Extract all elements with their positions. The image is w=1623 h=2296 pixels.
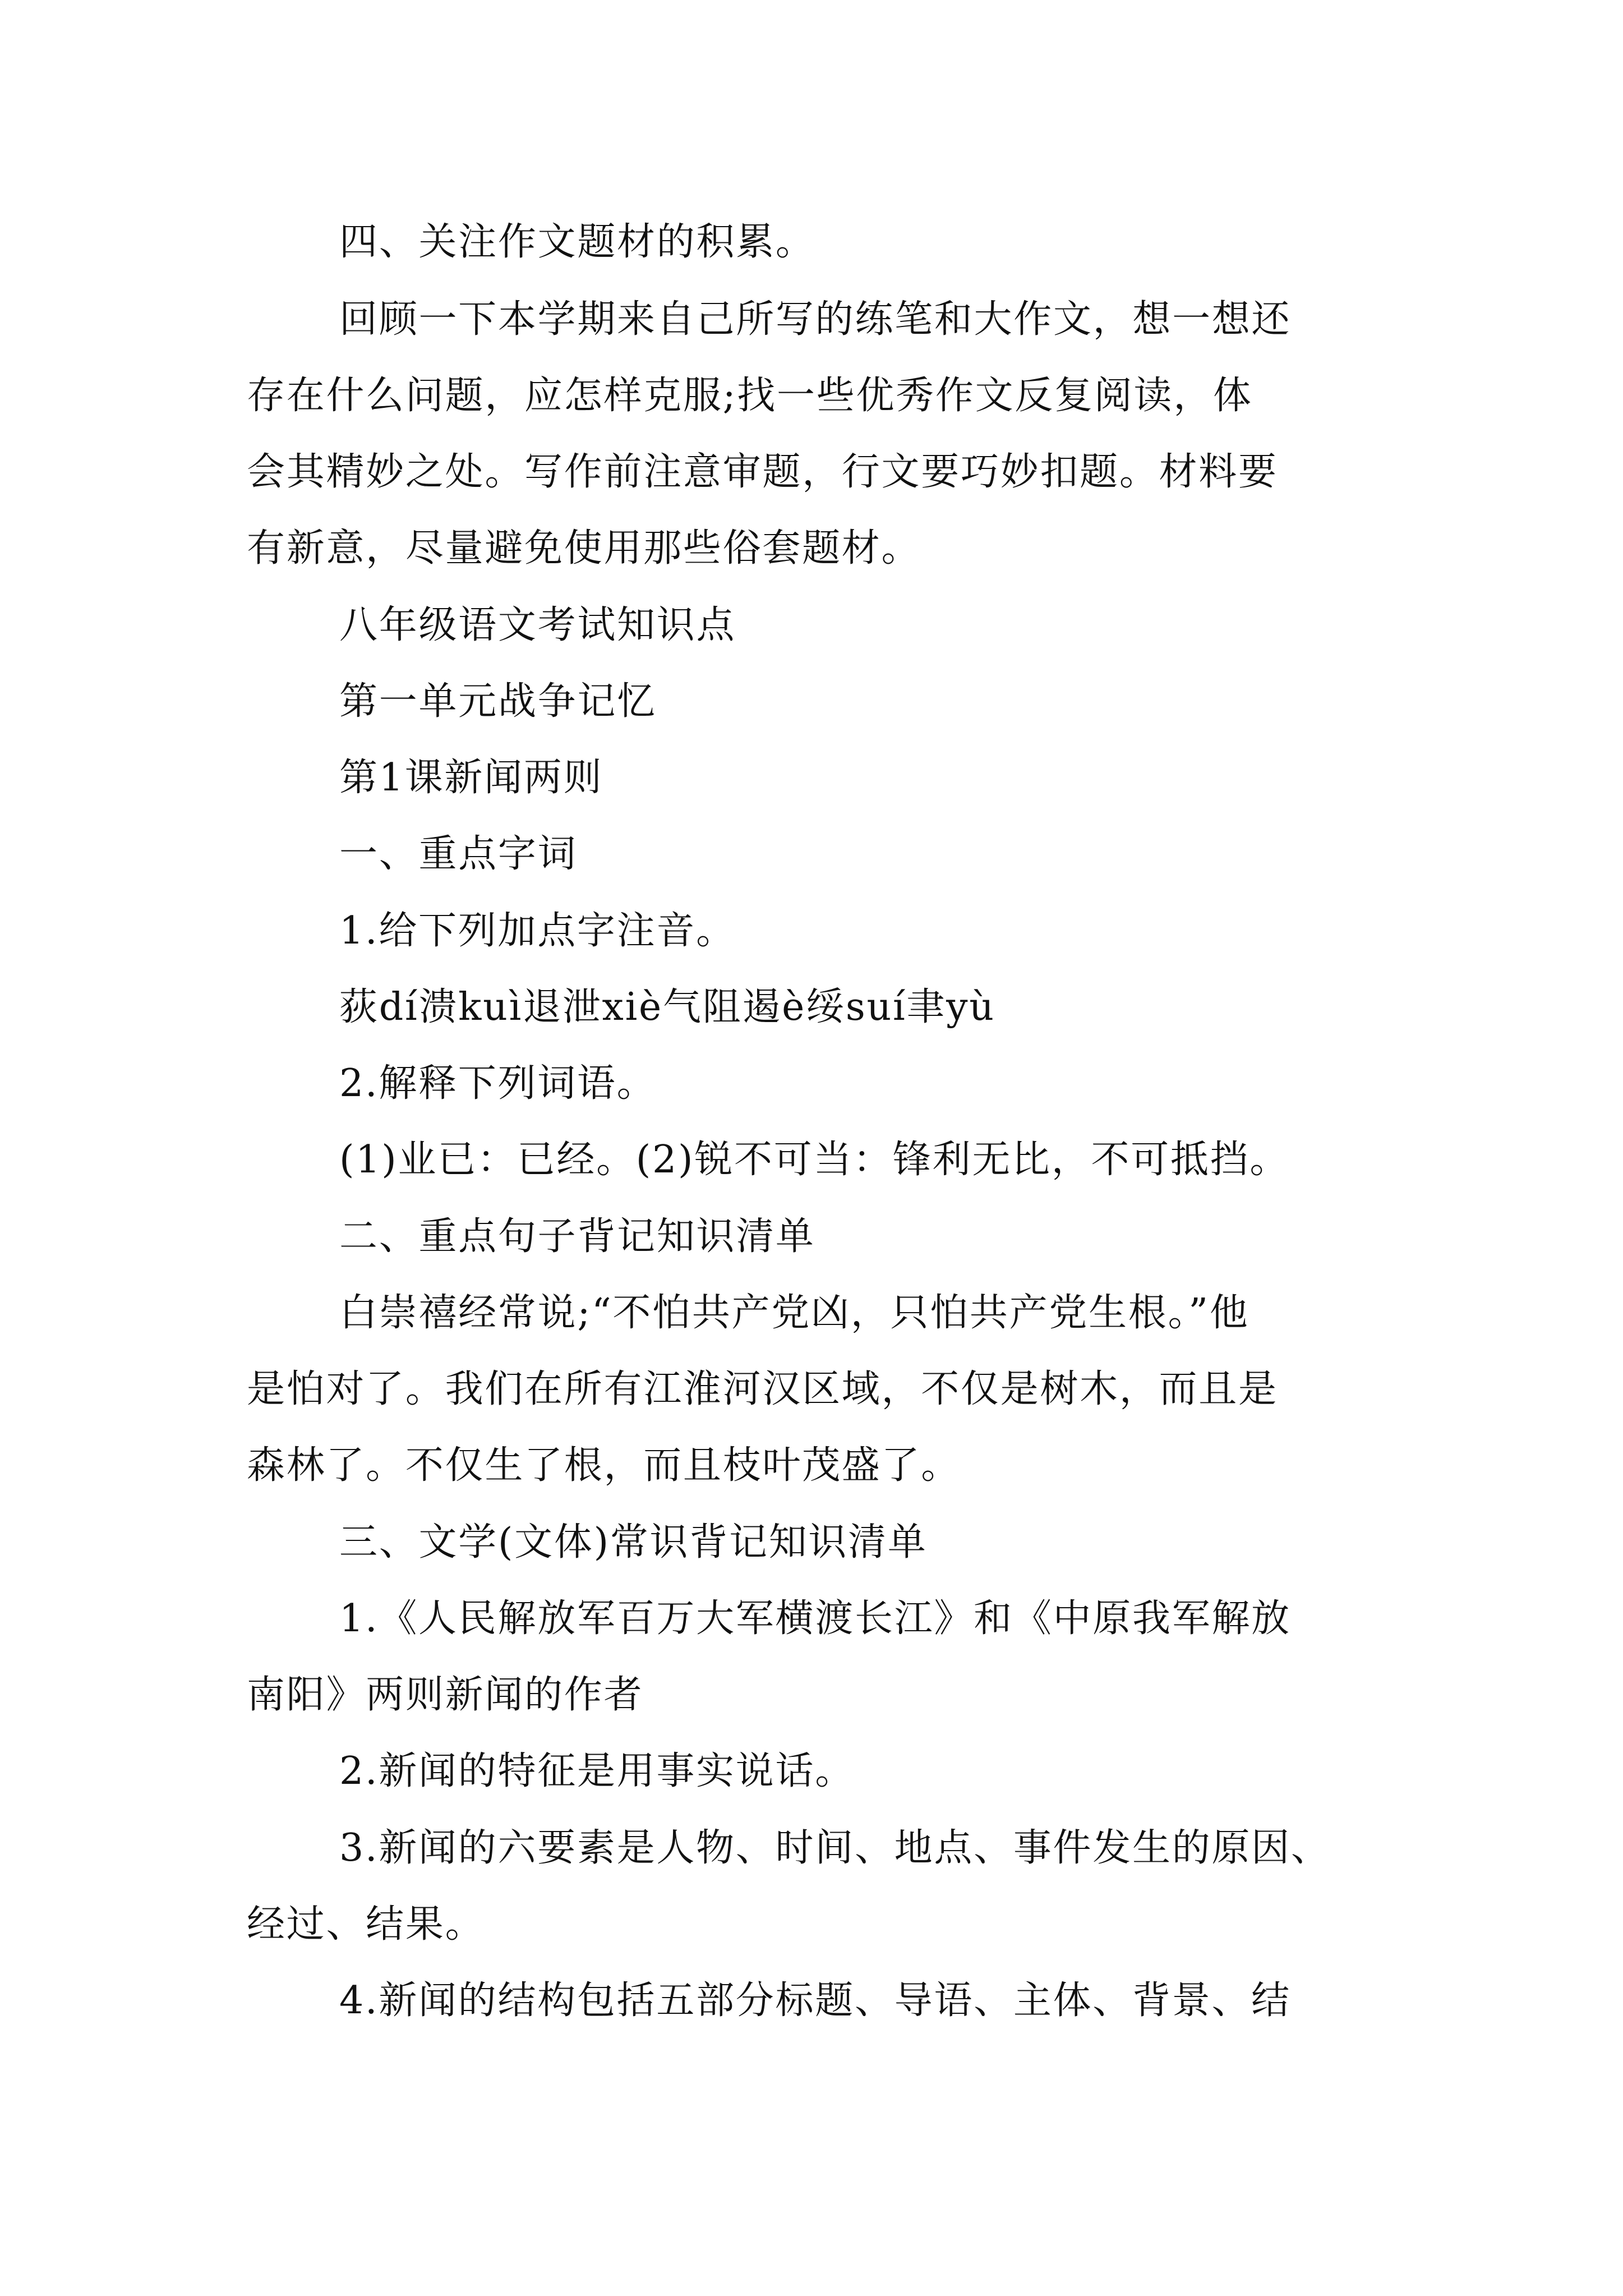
paragraph-line: 有新意，尽量避免使用那些俗套题材。: [247, 526, 921, 570]
list-item-cont: 南阳》两则新闻的作者: [247, 1673, 644, 1717]
section-heading: 一、重点字词: [339, 832, 578, 876]
paragraph-line: 是怕对了。我们在所有江淮河汉区域，不仅是树木，而且是: [247, 1367, 1278, 1411]
list-item: 2.新闻的特征是用事实说话。: [339, 1749, 855, 1793]
lesson-heading: 第1课新闻两则: [339, 756, 603, 800]
section-heading: 四、关注作文题材的积累。: [339, 220, 815, 264]
section-heading: 三、文学(文体)常识背记知识清单: [339, 1520, 928, 1565]
paragraph-line: 会其精妙之处。写作前注意审题，行文要巧妙扣题。材料要: [247, 450, 1278, 494]
list-item: 3.新闻的六要素是人物、时间、地点、事件发生的原因、: [339, 1826, 1331, 1870]
list-item: 4.新闻的结构包括五部分标题、导语、主体、背景、结: [339, 1978, 1291, 2023]
paragraph-line: 白崇禧经常说;“不怕共产党凶，只怕共产党生根。”他: [339, 1291, 1249, 1335]
list-item: 1.《人民解放军百万大军横渡长江》和《中原我军解放: [339, 1596, 1291, 1641]
list-item: 2.解释下列词语。: [339, 1061, 657, 1106]
paragraph-line: 回顾一下本学期来自己所写的练笔和大作文，想一想还: [339, 297, 1292, 342]
paragraph-line: 森林了。不仅生了根，而且枝叶茂盛了。: [247, 1443, 961, 1488]
pinyin-line: 荻dí溃kuì退泄xiè气阻遏è绥suí聿yù: [339, 985, 995, 1029]
list-item: 1.给下列加点字注音。: [339, 909, 736, 953]
list-item-cont: 经过、结果。: [247, 1902, 485, 1947]
unit-heading: 第一单元战争记忆: [339, 679, 657, 724]
document-title: 八年级语文考试知识点: [339, 603, 736, 647]
paragraph-line: 存在什么问题，应怎样克服;找一些优秀作文反复阅读，体: [247, 374, 1253, 418]
section-heading: 二、重点句子背记知识清单: [339, 1214, 815, 1259]
definition-line: (1)业已：已经。(2)锐不可当：锋利无比，不可抵挡。: [339, 1138, 1290, 1182]
